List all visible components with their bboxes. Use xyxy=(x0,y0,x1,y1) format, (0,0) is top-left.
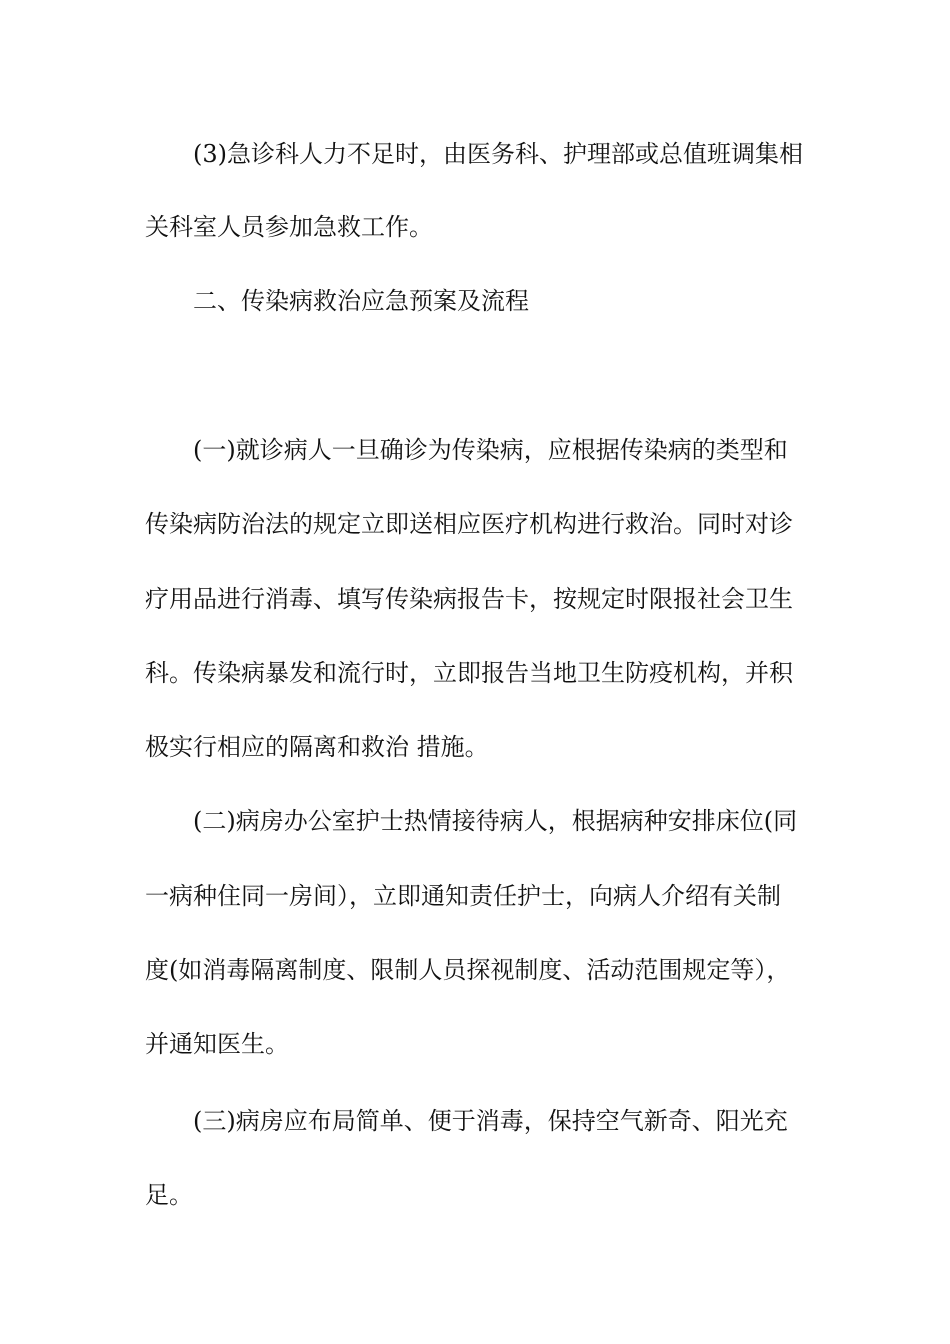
paragraph-line: 度(如消毒隔离制度、限制人员探视制度、活动范围规定等）， xyxy=(145,956,791,984)
paragraph-line: 一病种住同一房间），立即通知责任护士，向病人介绍有关制 xyxy=(145,882,781,910)
section-heading: 二、传染病救治应急预案及流程 xyxy=(193,287,529,315)
paragraph-line: 传染病防治法的规定立即送相应医疗机构进行救治。同时对诊 xyxy=(145,510,793,538)
paragraph-line: 并通知医生。 xyxy=(145,1030,289,1058)
paragraph-line: 关科室人员参加急救工作。 xyxy=(145,213,433,241)
paragraph-line: (二)病房办公室护士热情接待病人，根据病种安排床位(同 xyxy=(193,807,798,835)
paragraph-line: 极实行相应的隔离和救治 措施。 xyxy=(145,733,489,761)
paragraph-line: (3)急诊科人力不足时，由医务科、护理部或总值班调集相 xyxy=(193,140,803,168)
paragraph-line: (一)就诊病人一旦确诊为传染病，应根据传染病的类型和 xyxy=(193,436,788,464)
paragraph-line: 科。传染病暴发和流行时，立即报告当地卫生防疫机构，并积 xyxy=(145,659,793,687)
paragraph-line: 疗用品进行消毒、填写传染病报告卡，按规定时限报社会卫生 xyxy=(145,585,793,613)
paragraph-line: (三)病房应布局简单、便于消毒，保持空气新奇、阳光充 xyxy=(193,1107,788,1135)
paragraph-line: 足。 xyxy=(145,1181,193,1209)
